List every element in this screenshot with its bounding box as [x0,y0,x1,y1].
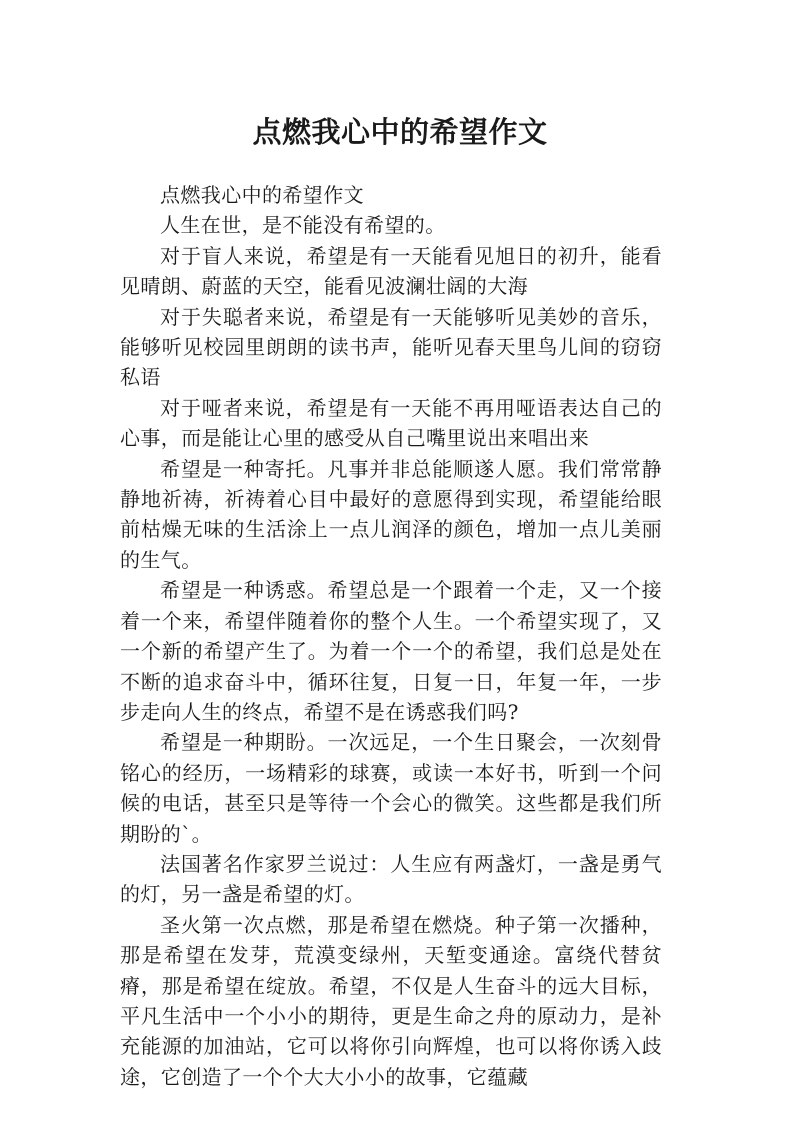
paragraph: 对于失聪者来说，希望是有一天能够听见美妙的音乐，能够听见校园里朗朗的读书声，能听见春天里鸟儿间的窃窃私语 [120,304,662,390]
document-title: 点燃我心中的希望作文 [252,115,548,149]
paragraph: 人生在世，是不能没有希望的。 [160,213,446,238]
paragraph: 法国著名作家罗兰说过：人生应有两盏灯，一盏是勇气的灯，另一盏是希望的灯。 [120,851,662,907]
document-body [120,180,662,1092]
paragraph: 对于盲人来说，希望是有一天能看见旭日的初升，能看见晴朗、蔚蓝的天空，能看见波澜壮阔的大海 [120,243,662,299]
paragraph: 圣火第一次点燃，那是希望在燃烧。种子第一次播种，那是希望在发芽，荒漠变绿州，天堑变通途。富绕代替贫瘠，那是希望在绽放。希望，不仅是人生奋斗的远大目标，平凡生活中一个小小的期待，更是生命之舟的原动力，是补充能源的加油站，它可以将你引向辉煌，也可以将你诱入歧途，它创造了一个个大大小小的故事，它蕴藏 [120,912,662,1089]
paragraph-subtitle: 点燃我心中的希望作文 [160,183,364,207]
paragraph: 希望是一种诱惑。希望总是一个跟着一个走，又一个接着一个来，希望伴随着你的整个人生。一个希望实现了，又一个新的希望产生了。为着一个一个的希望，我们总是处在不断的追求奋斗中，循环往复，日复一日，年复一年，一步步走向人生的终点，希望不是在诱惑我们吗? [120,578,662,724]
paragraph: 对于哑者来说，希望是有一天能不再用哑语表达自己的心事，而是能让心里的感受从自己嘴里说出来唱出来 [120,395,662,451]
paragraph: 希望是一种寄托。凡事并非总能顺遂人愿。我们常常静静地祈祷，祈祷着心目中最好的意愿得到实现，希望能给眼前枯燥无味的生活涂上一点儿润泽的颜色，增加一点儿美丽的生气。 [120,456,662,572]
paragraph: 希望是一种期盼。一次远足，一个生日聚会，一次刻骨铭心的经历，一场精彩的球赛，或读一本好书，听到一个问候的电话，甚至只是等待一个会心的微笑。这些都是我们所期盼的`。 [120,730,662,846]
